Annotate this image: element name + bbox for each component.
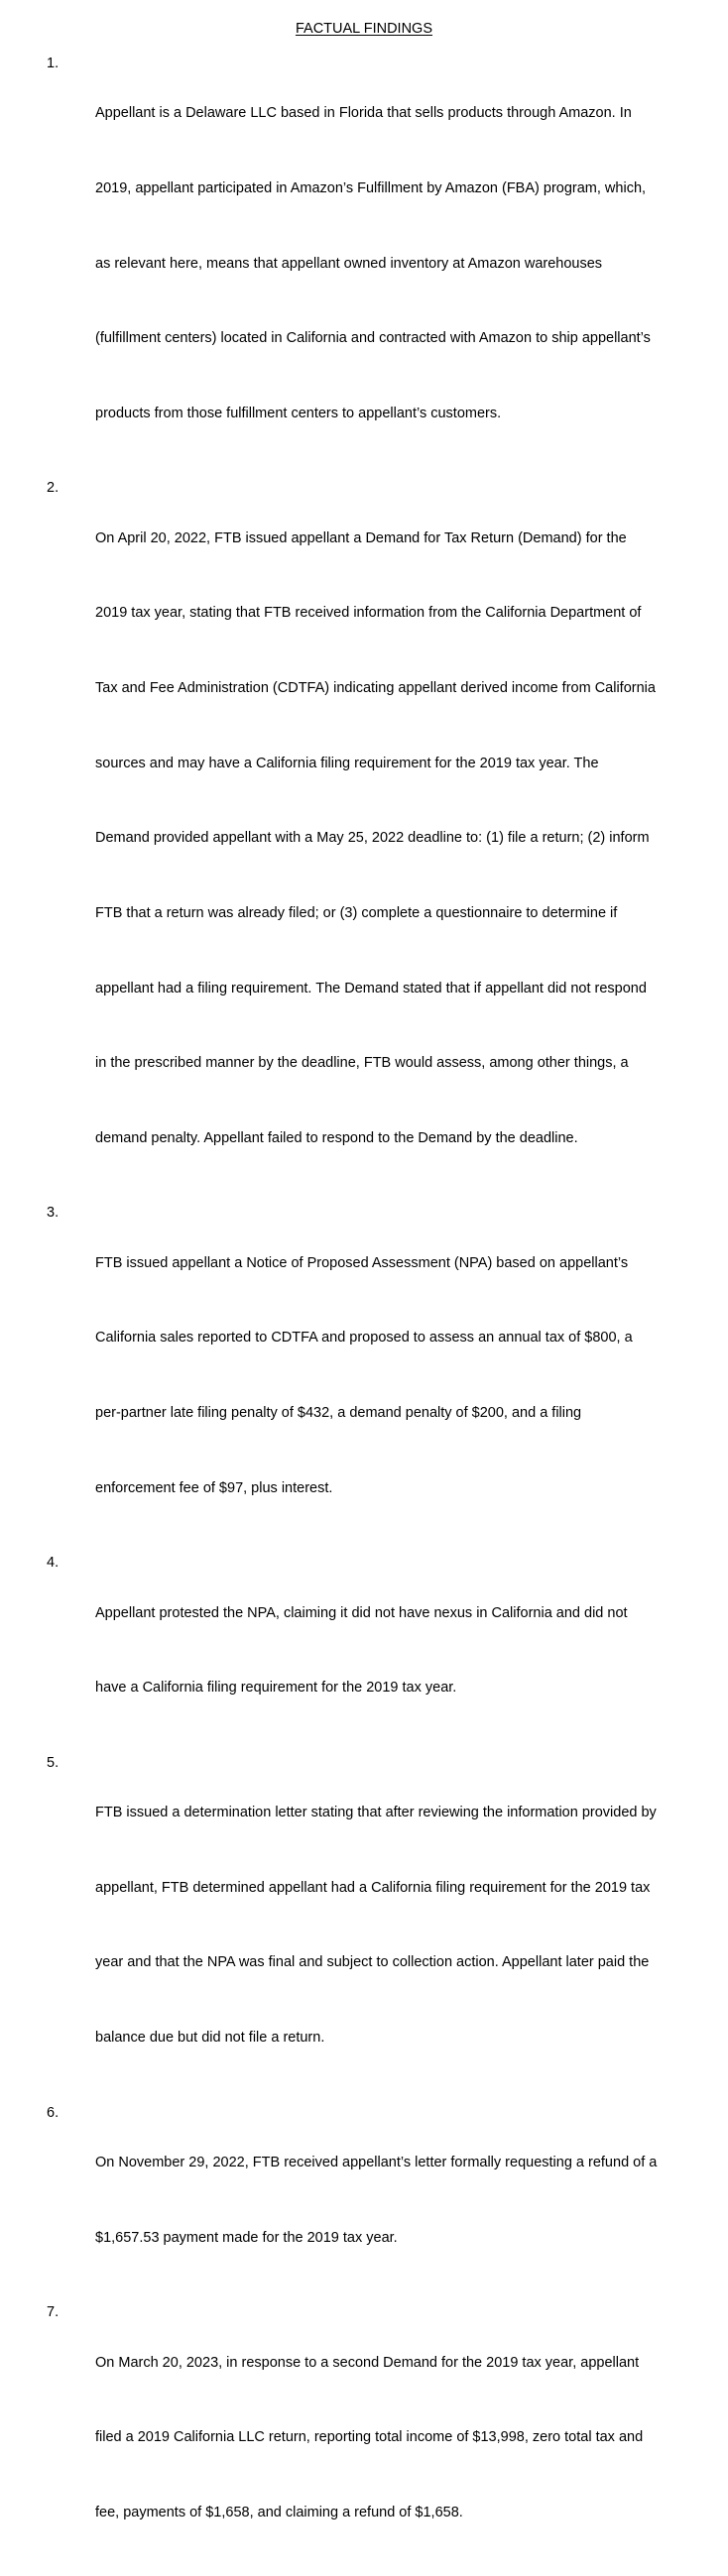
finding-item bbox=[0, 1551, 728, 1751]
finding-number: 5. bbox=[47, 1754, 60, 1771]
finding-paragraph bbox=[95, 1201, 670, 1551]
paragraph-line: California sales reported to CDTFA and proposed to assess an annual tax of $800, a bbox=[95, 1330, 633, 1347]
finding-item bbox=[0, 52, 728, 476]
finding-paragraph bbox=[95, 52, 670, 476]
paragraph-line: have a California filing requirement for the 2019 tax year. bbox=[95, 1680, 457, 1697]
section-heading: FACTUAL FINDINGS bbox=[295, 21, 433, 37]
paragraph-line: appellant had a filing requirement. The Demand stated that if appellant did not respond bbox=[95, 980, 647, 996]
finding-number: 4. bbox=[47, 1555, 60, 1572]
paragraph-line: FTB that a return was already filed; or (3) complete a questionnaire to determine if bbox=[95, 904, 618, 921]
paragraph-line: 2019, appellant participated in Amazon’s Fulfillment by Amazon (FBA) program, which, bbox=[95, 180, 647, 197]
finding-paragraph bbox=[95, 476, 670, 1201]
paragraph-line: On March 20, 2023, in response to a second Demand for the 2019 tax year, appellant bbox=[95, 2354, 640, 2371]
paragraph-line: enforcement fee of $97, plus interest. bbox=[95, 1479, 333, 1496]
paragraph-line: balance due but did not file a return. bbox=[95, 2030, 325, 2047]
paragraph-line: year and that the NPA was final and subject to collection action. Appellant later paid the bbox=[95, 1954, 650, 1971]
finding-paragraph bbox=[95, 2101, 670, 2301]
finding-number: 3. bbox=[47, 1205, 60, 1222]
finding-number: 6. bbox=[47, 2104, 60, 2121]
finding-number: 7. bbox=[47, 2304, 60, 2321]
paragraph-line: FTB issued appellant a Notice of Proposed Assessment (NPA) based on appellant’s bbox=[95, 1254, 629, 1271]
paragraph-line: as relevant here, means that appellant owned inventory at Amazon warehouses bbox=[95, 255, 603, 272]
paragraph-line: Tax and Fee Administration (CDTFA) indicating appellant derived income from California bbox=[95, 680, 656, 697]
paragraph-line: appellant, FTB determined appellant had a California filing requirement for the 2019 tax bbox=[95, 1879, 651, 1896]
finding-item bbox=[0, 2300, 728, 2575]
paragraph-line: in the prescribed manner by the deadline, FTB would assess, among other things, a bbox=[95, 1055, 629, 1072]
paragraph-line: Appellant is a Delaware LLC based in Florida that sells products through Amazon. In bbox=[95, 105, 632, 122]
finding-paragraph bbox=[95, 1751, 670, 2101]
paragraph-line: Demand provided appellant with a May 25, 2022 deadline to: (1) file a return; (2) inform bbox=[95, 830, 650, 847]
finding-paragraph bbox=[95, 2300, 670, 2575]
finding-item bbox=[0, 476, 728, 1201]
finding-paragraph bbox=[95, 1551, 670, 1751]
finding-item bbox=[0, 1751, 728, 2101]
paragraph-line: On November 29, 2022, FTB received appellant’s letter formally requesting a refund of a bbox=[95, 2155, 658, 2171]
paragraph-line: $1,657.53 payment made for the 2019 tax year. bbox=[95, 2229, 398, 2246]
finding-number: 1. bbox=[47, 56, 60, 71]
finding-number: 2. bbox=[47, 480, 60, 497]
paragraph-line: On April 20, 2022, FTB issued appellant a Demand for Tax Return (Demand) for the bbox=[95, 529, 627, 546]
paragraph-line: 2019 tax year, stating that FTB received information from the California Department of bbox=[95, 605, 642, 622]
paragraph-line: demand penalty. Appellant failed to respond to the Demand by the deadline. bbox=[95, 1129, 578, 1146]
finding-item bbox=[0, 1201, 728, 1551]
paragraph-line: Appellant protested the NPA, claiming it did not have nexus in California and did not bbox=[95, 1604, 628, 1621]
paragraph-line: (fulfillment centers) located in California and contracted with Amazon to ship appellant’s bbox=[95, 330, 651, 347]
paragraph-line: sources and may have a California filing requirement for the 2019 tax year. The bbox=[95, 755, 599, 771]
paragraph-line: FTB issued a determination letter stating that after reviewing the information provided by bbox=[95, 1805, 657, 1821]
finding-item bbox=[0, 2101, 728, 2301]
findings-list bbox=[0, 52, 728, 2576]
paragraph-line: per-partner late filing penalty of $432, a demand penalty of $200, and a filing bbox=[95, 1404, 582, 1421]
paragraph-line: products from those fulfillment centers to appellant’s customers. bbox=[95, 405, 502, 421]
paragraph-line: fee, payments of $1,658, and claiming a refund of $1,658. bbox=[95, 2504, 463, 2520]
paragraph-line: filed a 2019 California LLC return, reporting total income of $13,998, zero total tax and bbox=[95, 2429, 644, 2446]
